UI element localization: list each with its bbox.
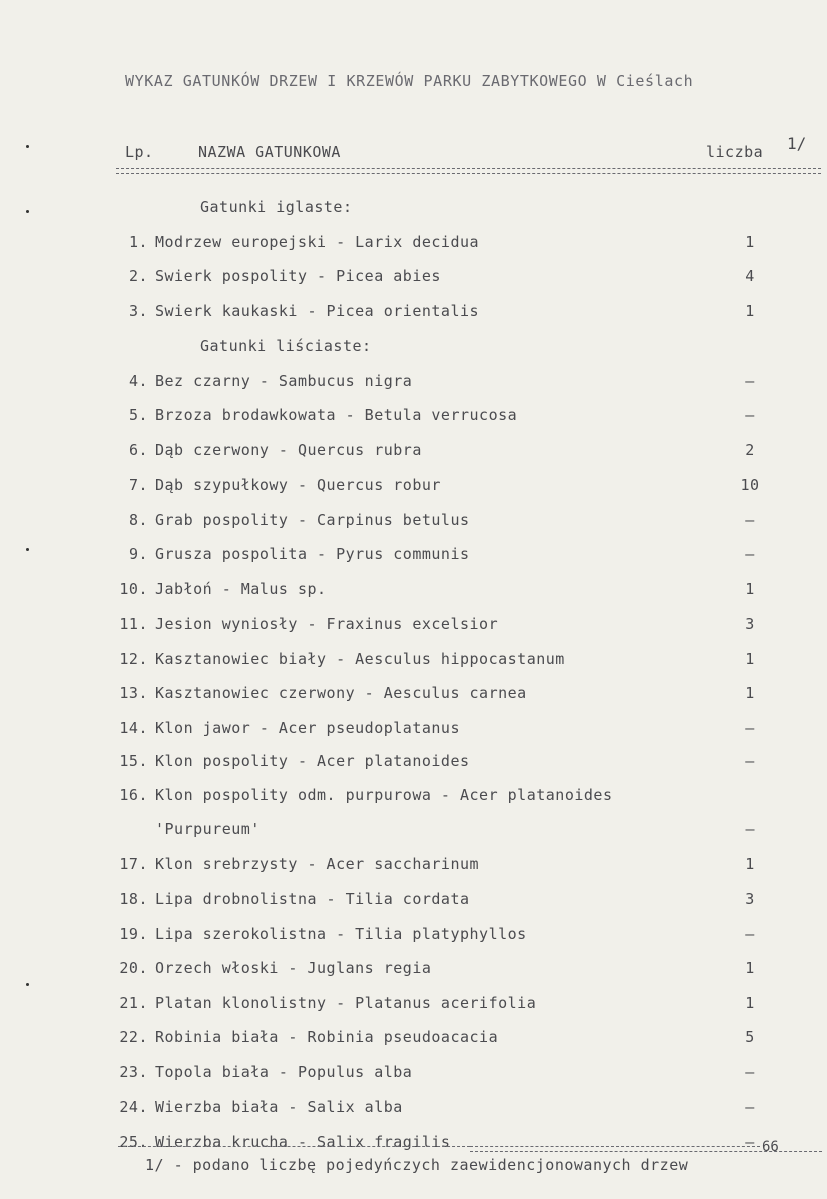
- row-number: 14.: [119, 719, 148, 737]
- species-name: Brzoza brodawkowata - Betula verrucosa: [155, 406, 518, 424]
- species-row: [0, 406, 827, 428]
- species-name: Kasztanowiec biały - Aesculus hippocastanum: [155, 650, 565, 668]
- species-name: Robinia biała - Robinia pseudoacacia: [155, 1028, 499, 1046]
- species-count: –: [745, 406, 755, 424]
- species-row: [0, 615, 827, 637]
- species-name: Wierzba krucha - Salix fragilis: [155, 1133, 451, 1151]
- species-name: Jabłoń - Malus sp.: [155, 580, 327, 598]
- header-lp: Lp.: [125, 143, 154, 161]
- row-number: 8.: [128, 511, 148, 529]
- species-name: Dąb czerwony - Quercus rubra: [155, 441, 422, 459]
- species-count: 3: [745, 615, 755, 633]
- species-name: Klon pospolity - Acer platanoides: [155, 752, 470, 770]
- paper-speck: [26, 548, 29, 551]
- row-number: 1.: [128, 233, 148, 251]
- row-number: 6.: [128, 441, 148, 459]
- species-row: [0, 267, 827, 289]
- species-count: –: [745, 545, 755, 563]
- section-conifers: Gatunki iglaste:: [200, 198, 353, 216]
- total-count: 66: [762, 1139, 779, 1155]
- species-count: 5: [745, 1028, 755, 1046]
- species-count: –: [745, 1133, 755, 1151]
- species-count: 10: [740, 476, 760, 494]
- species-count: –: [745, 1063, 755, 1081]
- species-count: 1: [745, 684, 755, 702]
- species-row: [0, 372, 827, 394]
- species-count: 1: [745, 580, 755, 598]
- species-count: 1: [745, 233, 755, 251]
- species-row: [0, 855, 827, 877]
- species-row: [0, 441, 827, 463]
- paper-speck: [26, 210, 29, 213]
- species-count: 2: [745, 441, 755, 459]
- species-name: Swierk pospolity - Picea abies: [155, 267, 441, 285]
- species-row: [0, 476, 827, 498]
- species-count: 4: [745, 267, 755, 285]
- row-number: 16.: [119, 786, 148, 804]
- species-row: [0, 545, 827, 567]
- row-number: 19.: [119, 925, 148, 943]
- row-number: 13.: [119, 684, 148, 702]
- species-name: Lipa szerokolistna - Tilia platyphyllos: [155, 925, 527, 943]
- species-row: [0, 580, 827, 602]
- species-row: [0, 786, 827, 808]
- footnote: 1/ - podano liczbę pojedyńczych zaewidencjonowanych drzew: [145, 1156, 689, 1174]
- row-number: 18.: [119, 890, 148, 908]
- row-number: 5.: [128, 406, 148, 424]
- header-rule: [116, 173, 821, 174]
- row-number: 25.: [119, 1133, 148, 1151]
- header-rule: [116, 168, 821, 169]
- species-name: Bez czarny - Sambucus nigra: [155, 372, 413, 390]
- species-row: [0, 302, 827, 324]
- paper-speck: [26, 145, 29, 148]
- row-number: 12.: [119, 650, 148, 668]
- species-name: Orzech włoski - Juglans regia: [155, 959, 432, 977]
- species-count: 3: [745, 890, 755, 908]
- row-number: 10.: [119, 580, 148, 598]
- species-count: 1: [745, 994, 755, 1012]
- species-count: 1: [745, 959, 755, 977]
- species-row: [0, 1063, 827, 1085]
- header-name: NAZWA GATUNKOWA: [198, 143, 341, 161]
- species-name: Klon pospolity odm. purpurowa - Acer platanoides: [155, 786, 613, 804]
- species-name: Dąb szypułkowy - Quercus robur: [155, 476, 441, 494]
- row-16-continuation: 'Purpureum': [155, 820, 260, 838]
- species-name: Swierk kaukaski - Picea orientalis: [155, 302, 480, 320]
- species-row: [0, 719, 827, 741]
- species-name: Topola biała - Populus alba: [155, 1063, 413, 1081]
- species-name: Modrzew europejski - Larix decidua: [155, 233, 480, 251]
- paper-speck: [26, 983, 29, 986]
- species-name: Grusza pospolita - Pyrus communis: [155, 545, 470, 563]
- species-row: [0, 684, 827, 706]
- row-number: 24.: [119, 1098, 148, 1116]
- row-number: 9.: [128, 545, 148, 563]
- species-name: Klon srebrzysty - Acer saccharinum: [155, 855, 480, 873]
- species-count: –: [745, 372, 755, 390]
- species-count: 1: [745, 855, 755, 873]
- row-number: 7.: [128, 476, 148, 494]
- species-row: [0, 1098, 827, 1120]
- list-end-rule: [118, 1146, 470, 1147]
- row-number: 4.: [128, 372, 148, 390]
- document-title: WYKAZ GATUNKÓW DRZEW I KRZEWÓW PARKU ZABYTKOWEGO W Cieślach: [125, 72, 694, 90]
- species-row: [0, 650, 827, 672]
- row-number: 2.: [128, 267, 148, 285]
- species-row: [0, 925, 827, 947]
- species-count: –: [745, 1098, 755, 1116]
- species-count: –: [745, 719, 755, 737]
- row-number: 3.: [128, 302, 148, 320]
- row-number: 11.: [119, 615, 148, 633]
- species-name: Kasztanowiec czerwony - Aesculus carnea: [155, 684, 527, 702]
- species-row: [0, 890, 827, 912]
- row-number: 21.: [119, 994, 148, 1012]
- species-count: 1: [745, 302, 755, 320]
- species-name: Wierzba biała - Salix alba: [155, 1098, 403, 1116]
- species-name: Jesion wyniosły - Fraxinus excelsior: [155, 615, 499, 633]
- species-name: Platan klonolistny - Platanus acerifolia: [155, 994, 537, 1012]
- species-row: [0, 994, 827, 1016]
- species-count: –: [745, 511, 755, 529]
- species-count: 1: [745, 650, 755, 668]
- total-rule: [470, 1146, 760, 1147]
- species-name: Klon jawor - Acer pseudoplatanus: [155, 719, 460, 737]
- species-row: [0, 233, 827, 255]
- species-name: Grab pospolity - Carpinus betulus: [155, 511, 470, 529]
- row-number: 17.: [119, 855, 148, 873]
- species-row: [0, 511, 827, 533]
- species-row: [0, 752, 827, 774]
- row-number: 22.: [119, 1028, 148, 1046]
- row-number: 20.: [119, 959, 148, 977]
- header-count: liczba: [706, 143, 764, 161]
- species-count: –: [745, 925, 755, 943]
- species-count: –: [745, 752, 755, 770]
- section-deciduous: Gatunki liściaste:: [200, 337, 372, 355]
- species-row: [0, 1028, 827, 1050]
- header-count-note: 1/: [787, 134, 807, 153]
- row-number: 23.: [119, 1063, 148, 1081]
- species-name: Lipa drobnolistna - Tilia cordata: [155, 890, 470, 908]
- species-row: [0, 959, 827, 981]
- row-number: 15.: [119, 752, 148, 770]
- row-16-count: –: [745, 820, 755, 838]
